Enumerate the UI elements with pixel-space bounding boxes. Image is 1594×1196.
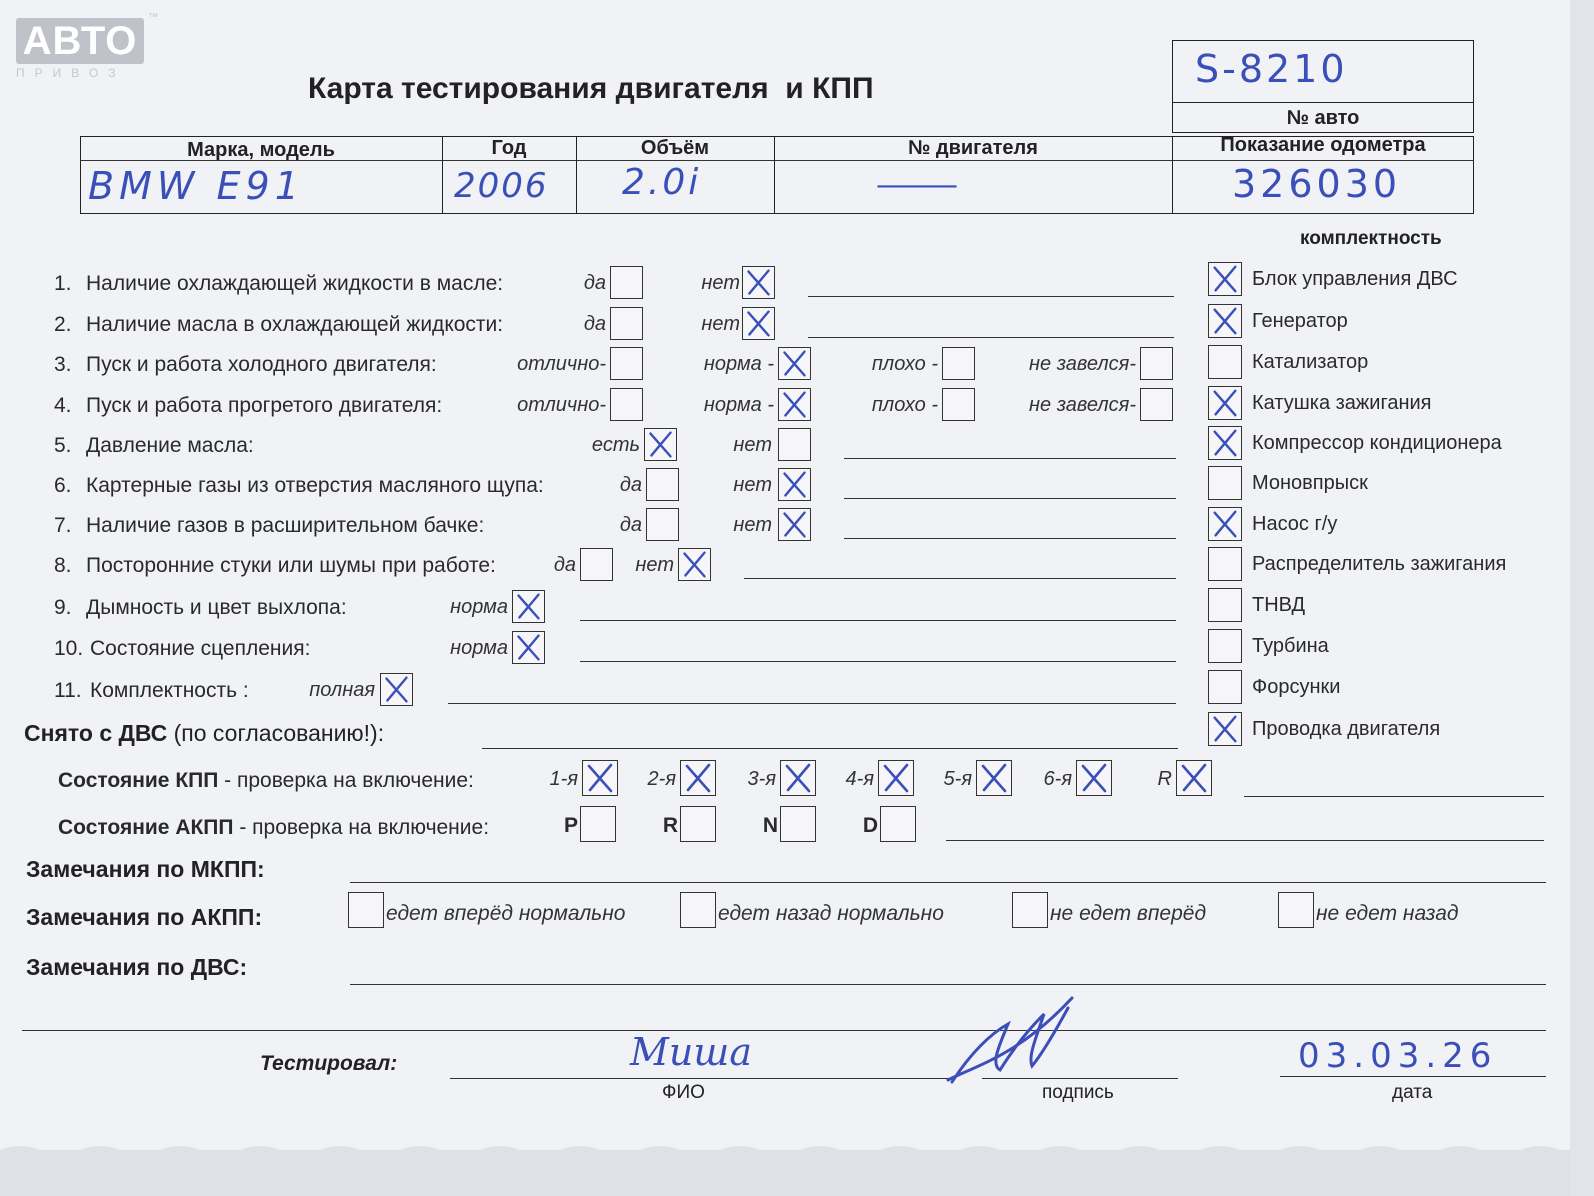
date-line[interactable]	[1280, 1076, 1546, 1077]
question-text: Комплектность :	[90, 679, 249, 702]
logo-tm: ™	[148, 12, 158, 23]
question-number: 3.	[54, 353, 72, 376]
option-label: нет	[733, 434, 772, 456]
question-text: Пуск и работа холодного двигателя:	[86, 353, 437, 376]
mode-checkbox[interactable]	[680, 806, 716, 842]
check-mark-icon	[381, 674, 412, 705]
completeness-checkbox[interactable]	[1208, 262, 1242, 296]
gear-checkbox[interactable]	[680, 760, 716, 796]
check-mark-icon	[1209, 387, 1241, 419]
completeness-label: Катушка зажигания	[1252, 392, 1432, 414]
option-label: отлично-	[517, 353, 606, 375]
check-mark-icon	[645, 429, 676, 460]
value-engine-no: ———	[876, 168, 954, 203]
option-label: не завелся-	[1029, 394, 1136, 416]
mode-checkbox[interactable]	[880, 806, 916, 842]
kpp-line[interactable]	[1244, 796, 1544, 797]
completeness-label: Генератор	[1252, 310, 1348, 332]
option-label: нет	[733, 474, 772, 496]
col-header-year: Год	[491, 137, 527, 159]
page-title: Карта тестирования двигателя и КПП	[308, 72, 874, 105]
gear-label: 6-я	[1043, 768, 1072, 790]
mode-label: P	[563, 814, 578, 837]
option-label: нет	[701, 313, 740, 335]
completeness-checkbox[interactable]	[1208, 670, 1242, 704]
answer-line[interactable]	[744, 578, 1176, 579]
option-label: отлично-	[517, 394, 606, 416]
akpp-label	[58, 816, 489, 840]
check-mark-icon	[583, 761, 617, 795]
value-volume: 2.0i	[622, 162, 702, 203]
fio-label: ФИО	[662, 1082, 705, 1103]
removed-bold: Снято с ДВС	[24, 720, 168, 746]
option-label: плохо -	[871, 353, 938, 375]
check-mark-icon	[1209, 427, 1241, 459]
gear-checkbox[interactable]	[1176, 760, 1212, 796]
question-number: 1.	[54, 272, 72, 295]
akpp-line[interactable]	[946, 840, 1544, 841]
completeness-label: Блок управления ДВС	[1252, 268, 1458, 290]
option-checkbox[interactable]	[512, 590, 545, 623]
check-mark-icon	[743, 267, 774, 298]
question-text: Посторонние стуки или шумы при работе:	[86, 554, 496, 577]
logo-sub: ПРИВОЗ	[16, 66, 126, 80]
completeness-checkbox[interactable]	[1208, 547, 1242, 581]
mode-checkbox[interactable]	[580, 806, 616, 842]
remarks-mkpp-label: Замечания по МКПП:	[26, 856, 265, 882]
akpp-remark-label: не едет вперёд	[1050, 902, 1207, 925]
answer-line[interactable]	[808, 337, 1174, 338]
option-checkbox[interactable]	[942, 347, 975, 380]
option-checkbox[interactable]	[610, 388, 643, 421]
gear-checkbox[interactable]	[878, 760, 914, 796]
gear-checkbox[interactable]	[1076, 760, 1112, 796]
mode-label: D	[862, 814, 878, 837]
question-text: Картерные газы из отверстия масляного щупа:	[86, 474, 544, 497]
option-checkbox[interactable]	[512, 631, 545, 664]
akpp-remark-checkbox[interactable]	[680, 892, 716, 928]
check-mark-icon	[977, 761, 1011, 795]
question-number: 11.	[54, 679, 82, 702]
completeness-label: Турбина	[1252, 635, 1329, 657]
option-label: плохо -	[871, 394, 938, 416]
option-checkbox[interactable]	[610, 307, 643, 340]
question-text: Наличие масла в охлаждающей жидкости:	[86, 313, 504, 336]
option-checkbox[interactable]	[778, 347, 811, 380]
gear-checkbox[interactable]	[780, 760, 816, 796]
akpp-remark-checkbox[interactable]	[1012, 892, 1048, 928]
option-checkbox[interactable]	[678, 548, 711, 581]
option-checkbox[interactable]	[742, 266, 775, 299]
option-label: норма	[450, 596, 508, 618]
completeness-title: комплектность	[1300, 228, 1442, 249]
akpp-remark-label: едет вперёд нормально	[386, 902, 626, 925]
gear-label: 5-я	[943, 768, 972, 790]
answer-line[interactable]	[580, 620, 1176, 621]
mode-checkbox[interactable]	[780, 806, 816, 842]
akpp-bold: Состояние АКПП	[58, 816, 234, 839]
remarks-dvs-label: Замечания по ДВС:	[26, 954, 248, 980]
check-mark-icon	[679, 549, 710, 580]
mode-label: N	[762, 814, 778, 837]
question-text: Дымность и цвет выхлопа:	[86, 596, 347, 619]
option-label: да	[583, 272, 606, 294]
check-mark-icon	[779, 389, 810, 420]
question-number: 10.	[54, 637, 84, 660]
question-number: 2.	[54, 313, 72, 336]
option-label: есть	[591, 434, 640, 456]
gear-checkbox[interactable]	[582, 760, 618, 796]
check-mark-icon	[1209, 305, 1241, 337]
completeness-label: Насос г/у	[1252, 513, 1338, 535]
option-checkbox[interactable]	[1140, 347, 1173, 380]
car-number-box	[1172, 40, 1474, 104]
option-checkbox[interactable]	[778, 468, 811, 501]
option-label: нет	[733, 514, 772, 536]
remarks-extra-line[interactable]	[22, 1030, 1546, 1031]
removed-line[interactable]	[482, 748, 1178, 749]
gear-label: 2-я	[647, 768, 676, 790]
date-value: 03.03.26	[1298, 1036, 1498, 1076]
value-model: BMW E91	[88, 164, 304, 208]
option-label: да	[583, 313, 606, 335]
option-checkbox[interactable]	[610, 347, 643, 380]
answer-line[interactable]	[844, 458, 1176, 459]
value-year: 2006	[454, 166, 549, 206]
check-mark-icon	[743, 308, 774, 339]
tested-by-label: Тестировал:	[260, 1052, 398, 1075]
question-number: 7.	[54, 514, 72, 537]
completeness-checkbox[interactable]	[1208, 507, 1242, 541]
check-mark-icon	[1177, 761, 1211, 795]
completeness-checkbox[interactable]	[1208, 629, 1242, 663]
option-label: норма	[450, 637, 508, 659]
date-label: дата	[1392, 1082, 1433, 1103]
check-mark-icon	[779, 348, 810, 379]
torn-edge-shape	[0, 1136, 1594, 1166]
option-checkbox[interactable]	[742, 307, 775, 340]
kpp-normal: - проверка на включение:	[218, 769, 474, 792]
option-checkbox[interactable]	[646, 468, 679, 501]
option-label: нет	[701, 272, 740, 294]
remarks-dvs-line[interactable]	[350, 984, 1546, 985]
right-edge-shadow	[1570, 0, 1594, 1196]
kpp-label	[58, 769, 474, 793]
signature-label: подпись	[1042, 1082, 1114, 1103]
question-text: Пуск и работа прогретого двигателя:	[86, 394, 443, 417]
mode-label: R	[662, 814, 678, 837]
completeness-checkbox[interactable]	[1208, 426, 1242, 460]
gear-checkbox[interactable]	[976, 760, 1012, 796]
completeness-checkbox[interactable]	[1208, 345, 1242, 379]
question-text: Давление масла:	[86, 434, 254, 457]
kpp-bold: Состояние КПП	[58, 769, 219, 792]
check-mark-icon	[779, 509, 810, 540]
option-label: да	[619, 514, 642, 536]
question-number: 6.	[54, 474, 72, 497]
akpp-remark-checkbox[interactable]	[348, 892, 384, 928]
col-header-engine-no: № двигателя	[908, 137, 1038, 159]
option-checkbox[interactable]	[610, 266, 643, 299]
completeness-label: Проводка двигателя	[1252, 718, 1441, 740]
answer-line[interactable]	[448, 703, 1176, 704]
akpp-remark-label: едет назад нормально	[718, 902, 944, 925]
question-text: Наличие охлаждающей жидкости в масле:	[86, 272, 504, 295]
completeness-label: ТНВД	[1252, 594, 1306, 616]
fio-line[interactable]	[450, 1078, 950, 1079]
gear-label: 1-я	[549, 768, 578, 790]
completeness-checkbox[interactable]	[1208, 304, 1242, 338]
option-label: полная	[309, 679, 375, 701]
check-mark-icon	[1209, 263, 1241, 295]
completeness-checkbox[interactable]	[1208, 712, 1242, 746]
option-checkbox[interactable]	[580, 548, 613, 581]
answer-line[interactable]	[580, 661, 1176, 662]
akpp-remark-checkbox[interactable]	[1278, 892, 1314, 928]
completeness-label: Катализатор	[1252, 351, 1369, 373]
value-odometer: 326030	[1232, 162, 1402, 206]
question-number: 8.	[54, 554, 72, 577]
question-text: Состояние сцепления:	[90, 637, 311, 660]
check-mark-icon	[1077, 761, 1111, 795]
header-table-cols	[80, 136, 1474, 214]
check-mark-icon	[681, 761, 715, 795]
gear-label: 3-я	[747, 768, 776, 790]
check-mark-icon	[1209, 713, 1241, 745]
option-checkbox[interactable]	[778, 508, 811, 541]
completeness-label: Форсунки	[1252, 676, 1341, 698]
col-header-volume: Объём	[640, 137, 710, 159]
remarks-akpp-label: Замечания по АКПП:	[26, 904, 263, 930]
question-number: 4.	[54, 394, 72, 417]
akpp-normal: - проверка на включение:	[233, 816, 490, 839]
completeness-checkbox[interactable]	[1208, 588, 1242, 622]
option-checkbox[interactable]	[942, 388, 975, 421]
gear-label: 4-я	[845, 768, 874, 790]
check-mark-icon	[779, 469, 810, 500]
col-header-model: Марка, модель	[187, 139, 335, 161]
completeness-label: Распределитель зажигания	[1252, 553, 1507, 575]
removed-label	[24, 720, 384, 747]
answer-line[interactable]	[844, 538, 1176, 539]
option-checkbox[interactable]	[646, 508, 679, 541]
car-number-value: S-8210	[1195, 47, 1348, 91]
remarks-mkpp-line[interactable]	[350, 882, 1546, 883]
question-number: 5.	[54, 434, 72, 457]
avto-privoz-logo	[16, 12, 158, 80]
car-number-label: № авто	[1172, 102, 1474, 133]
option-label: не завелся-	[1029, 353, 1136, 375]
option-checkbox[interactable]	[380, 673, 413, 706]
answer-line[interactable]	[844, 498, 1176, 499]
check-mark-icon	[781, 761, 815, 795]
logo-main: АВТО	[16, 18, 144, 64]
option-checkbox[interactable]	[778, 388, 811, 421]
question-number: 9.	[54, 596, 72, 619]
check-mark-icon	[513, 591, 544, 622]
akpp-remark-label: не едет назад	[1316, 902, 1459, 925]
option-label: да	[553, 554, 576, 576]
option-checkbox[interactable]	[1140, 388, 1173, 421]
completeness-label: Моновпрыск	[1252, 472, 1368, 494]
col-header-odometer: Показание одометра	[1220, 134, 1426, 156]
option-label: норма -	[703, 394, 774, 416]
check-mark-icon	[513, 632, 544, 663]
option-label: норма -	[703, 353, 774, 375]
signature-image	[940, 994, 1090, 1086]
option-checkbox[interactable]	[644, 428, 677, 461]
option-label: да	[619, 474, 642, 496]
removed-normal: (по согласованию!):	[167, 720, 385, 746]
fio-value: Миша	[630, 1030, 753, 1074]
answer-line[interactable]	[808, 296, 1174, 297]
option-checkbox[interactable]	[778, 428, 811, 461]
gear-label: R	[1157, 768, 1172, 790]
completeness-checkbox[interactable]	[1208, 466, 1242, 500]
option-label: нет	[635, 554, 674, 576]
completeness-label: Компрессор кондиционера	[1252, 432, 1502, 454]
check-mark-icon	[879, 761, 913, 795]
check-mark-icon	[1209, 508, 1241, 540]
question-text: Наличие газов в расширительном бачке:	[86, 514, 485, 537]
completeness-checkbox[interactable]	[1208, 386, 1242, 420]
